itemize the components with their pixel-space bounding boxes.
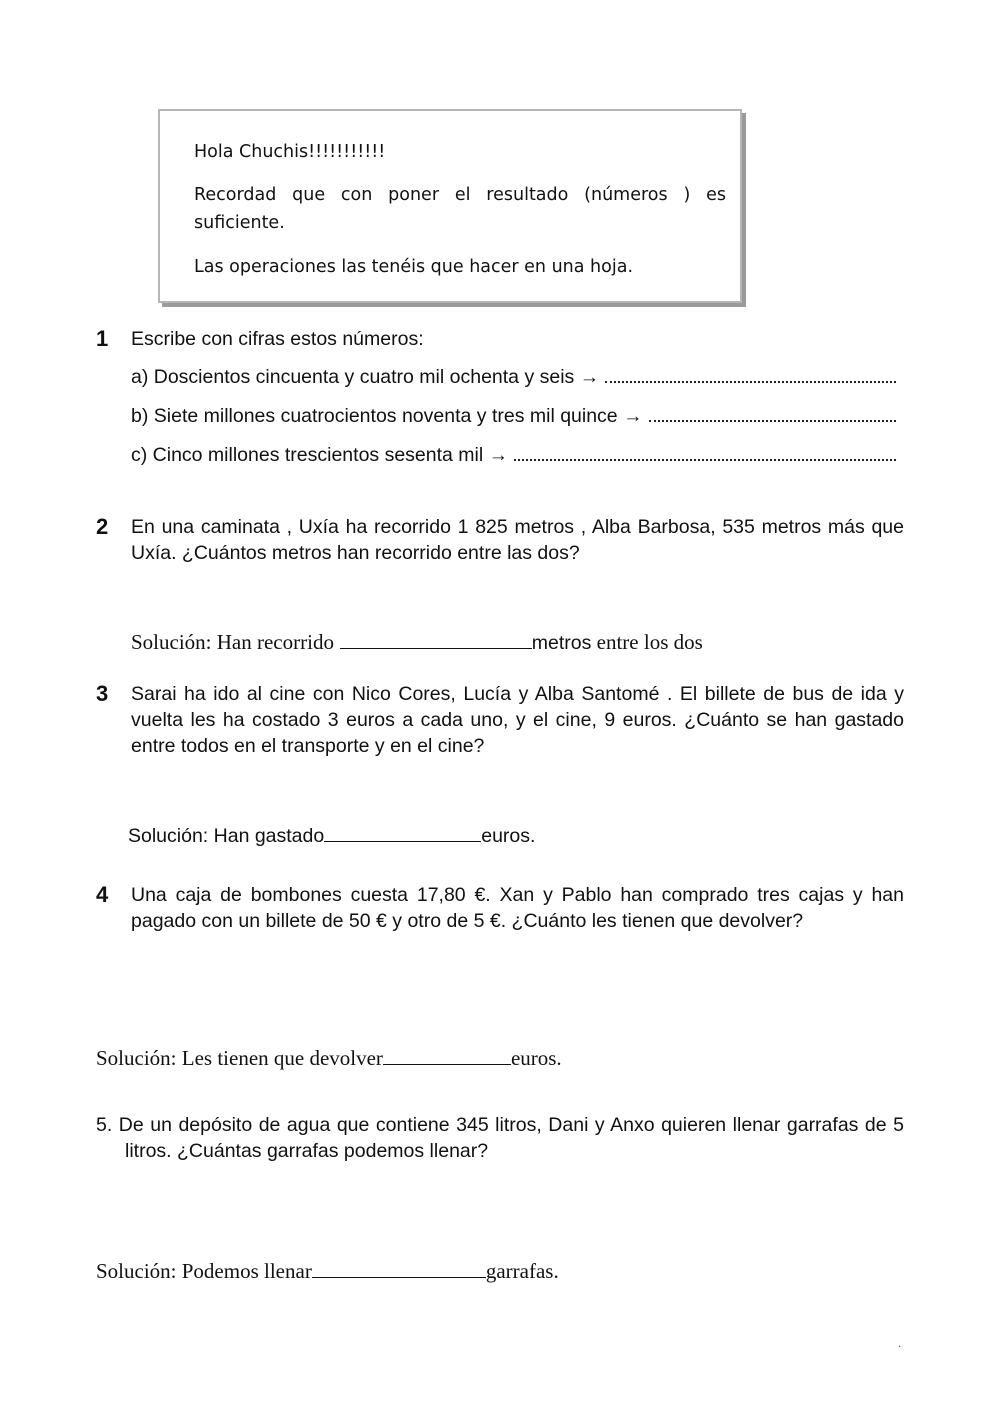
solution-4-answer-line[interactable] <box>383 1046 511 1065</box>
question-5-solution <box>96 1259 559 1284</box>
question-1-item-b <box>131 402 896 429</box>
note-reminder: Recordad que con poner el resultado (números ) es suficiente. <box>194 185 726 233</box>
solution-4-unit: euros. <box>510 1046 562 1070</box>
question-4-solution <box>96 1046 562 1071</box>
note-greeting: Hola Chuchis!!!!!!!!!!! <box>194 142 386 162</box>
question-3-text: Sarai ha ido al cine con Nico Cores, Lucía y Alba Santomé . El billete de bus de ida y vuelta les ha costado 3 euros a cada uno, y el cine, 9 euros. ¿Cuánto se han gastado entre todos en el transporte y en el cine? <box>131 683 904 757</box>
solution-5-unit: garrafas. <box>485 1259 559 1283</box>
question-1-prompt: Escribe con cifras estos números: <box>131 328 424 350</box>
question-3-number: 3 <box>96 681 109 706</box>
item-a-text: a) Doscientos cincuenta y cuatro mil ochenta y seis → <box>131 366 600 388</box>
question-2-solution <box>131 630 703 655</box>
item-a-answer-line[interactable] <box>605 363 896 383</box>
solution-3-unit: euros. <box>481 825 536 847</box>
reminder-note-box <box>158 109 742 303</box>
solution-5-prefix: Solución: Podemos llenar <box>96 1259 312 1283</box>
item-b-answer-line[interactable] <box>649 402 896 422</box>
question-5 <box>96 1112 904 1164</box>
question-2-number: 2 <box>96 514 109 539</box>
solution-2-unit: metros <box>531 632 592 654</box>
question-1-number: 1 <box>96 326 109 351</box>
solution-2-answer-line[interactable] <box>340 630 532 649</box>
solution-3-prefix: Solución: Han gastado <box>128 825 325 847</box>
solution-5-answer-line[interactable] <box>312 1259 486 1278</box>
question-1-item-c <box>131 441 896 468</box>
solution-2-suffix: entre los dos <box>591 630 703 654</box>
solution-4-prefix: Solución: Les tienen que devolver <box>96 1046 383 1070</box>
solution-2-prefix: Solución: Han recorrido <box>131 630 334 654</box>
solution-3-answer-line[interactable] <box>324 823 481 842</box>
question-5-label: 5. <box>96 1114 113 1136</box>
question-1-item-a <box>131 363 896 390</box>
question-4-number: 4 <box>96 882 109 907</box>
item-b-text: b) Siete millones cuatrocientos noventa y tres mil quince → <box>131 405 643 427</box>
item-c-text: c) Cinco millones trescientos sesenta mil → <box>131 444 509 466</box>
question-5-text: De un depósito de agua que contiene 345 litros, Dani y Anxo quieren llenar garrafas de 5 litros. ¿Cuántas garrafas podemos llenar? <box>118 1114 904 1162</box>
note-operations: Las operaciones las tenéis que hacer en una hoja. <box>194 257 634 277</box>
question-3-solution <box>128 823 535 848</box>
item-c-answer-line[interactable] <box>514 441 896 461</box>
footer-mark: . <box>898 1336 902 1350</box>
question-4-text: Una caja de bombones cuesta 17,80 €. Xan y Pablo han comprado tres cajas y han pagado con un billete de 50 € y otro de 5 €. ¿Cuánto les tienen que devolver? <box>131 884 904 932</box>
question-2-text: En una caminata , Uxía ha recorrido 1 825 metros , Alba Barbosa, 535 metros más que Uxía. ¿Cuántos metros han recorrido entre las dos? <box>131 516 904 564</box>
